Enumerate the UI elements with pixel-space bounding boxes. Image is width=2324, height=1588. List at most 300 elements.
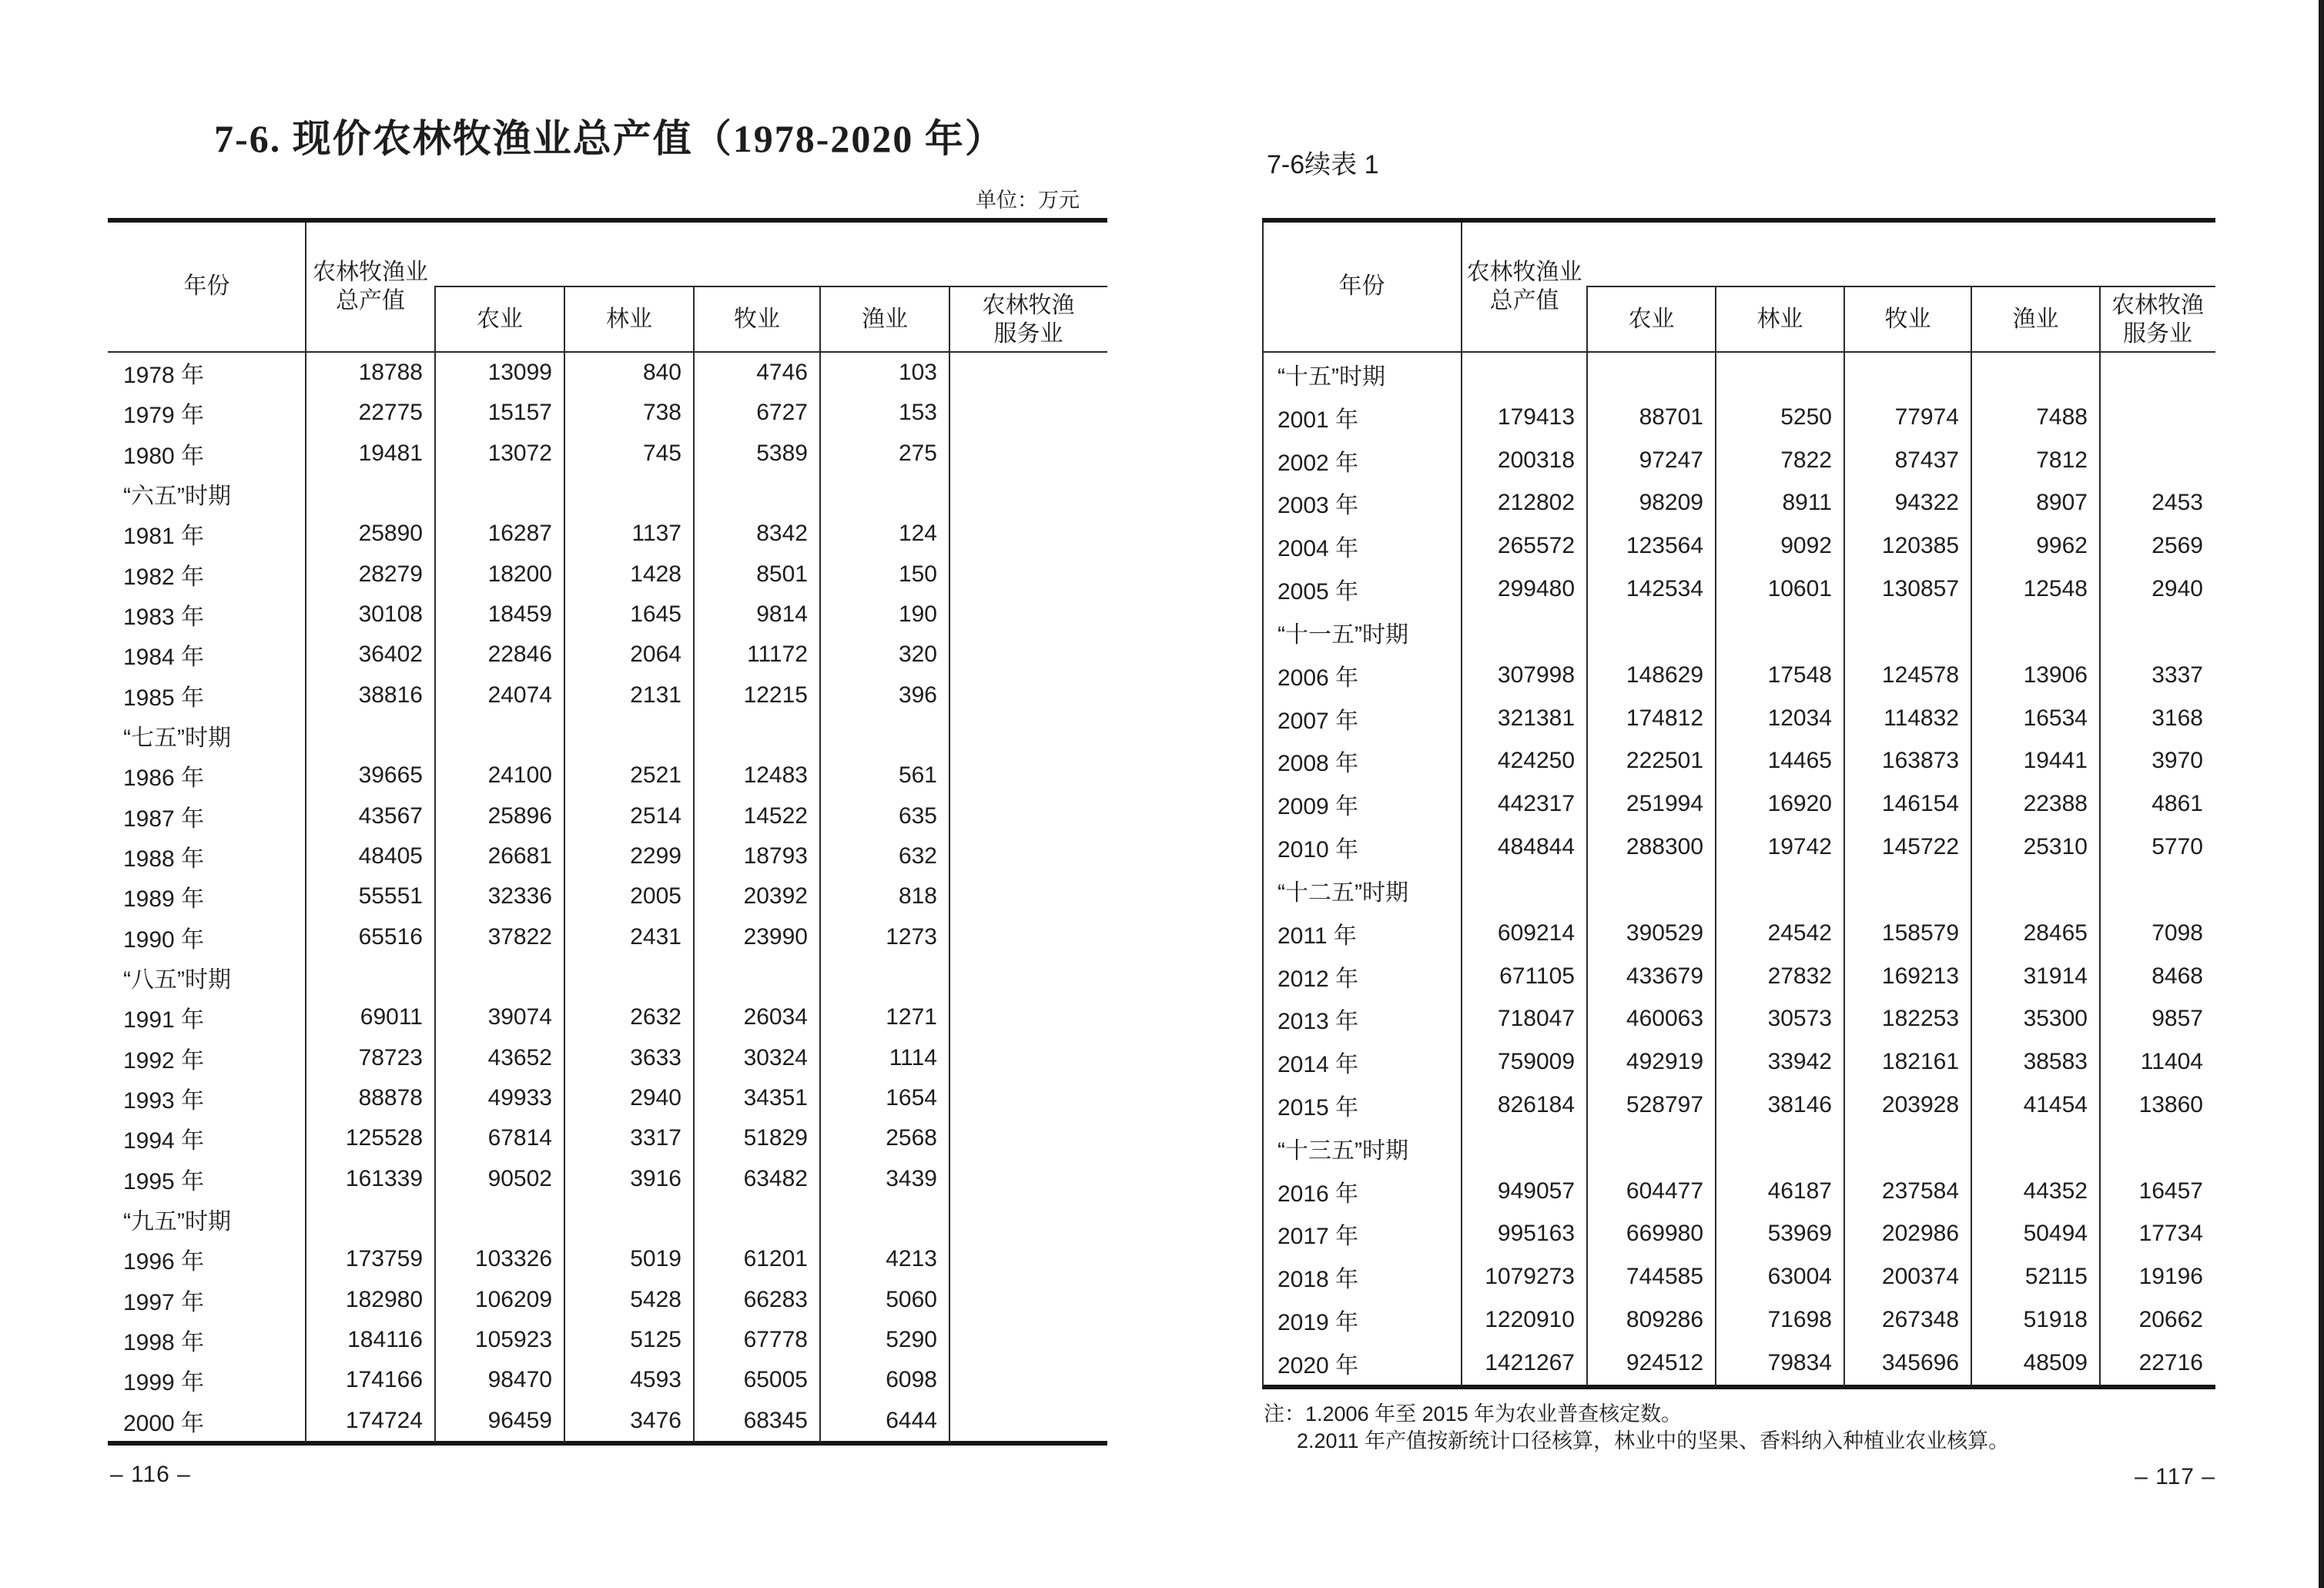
cell-value: 275 xyxy=(898,440,937,466)
cell-value: 30324 xyxy=(743,1044,808,1070)
cell-value: 3439 xyxy=(886,1165,937,1191)
cell-value: 669980 xyxy=(1626,1221,1703,1247)
table-row xyxy=(1262,1298,2215,1342)
header-agriculture-label: 农业 xyxy=(1628,307,1675,332)
header-forestry xyxy=(564,287,694,351)
cell-value: 146154 xyxy=(1881,791,1959,817)
cell-value: 169213 xyxy=(1881,963,1959,989)
cell-value xyxy=(435,474,564,514)
table-row xyxy=(108,997,1107,1037)
table-row xyxy=(108,1320,1107,1360)
cell-value xyxy=(435,957,564,997)
row-label: 1998 年 xyxy=(123,1330,205,1356)
cell-value: 22775 xyxy=(358,400,423,426)
cell-value: 90502 xyxy=(487,1165,552,1191)
cell-value xyxy=(949,474,1107,514)
cell-value: 492919 xyxy=(1626,1049,1703,1075)
cell-value: 5290 xyxy=(886,1327,937,1353)
cell-value: 18793 xyxy=(743,843,808,869)
cell-value: 460063 xyxy=(1626,1006,1703,1032)
cell-value xyxy=(949,755,1107,796)
cell-value: 67814 xyxy=(487,1125,552,1151)
cell-value xyxy=(306,957,435,997)
cell-value: 38816 xyxy=(358,682,423,708)
header-total-line1: 农林牧渔业 xyxy=(1466,259,1582,285)
cell-value: 103 xyxy=(898,360,937,386)
cell-value xyxy=(2100,353,2215,396)
cell-value: 173759 xyxy=(345,1246,423,1272)
cell-value: 671105 xyxy=(1499,963,1575,989)
row-label: “十五”时期 xyxy=(1278,363,1385,390)
cell-value xyxy=(949,393,1107,433)
row-label: 2000 年 xyxy=(123,1410,205,1436)
cell-value: 19196 xyxy=(2138,1264,2203,1290)
cell-value: 125528 xyxy=(345,1125,423,1151)
cell-value: 20392 xyxy=(743,883,808,910)
cell-value xyxy=(306,1199,435,1239)
cell-value xyxy=(949,514,1107,554)
cell-value xyxy=(949,1199,1107,1239)
header-services-line2: 服务业 xyxy=(2123,320,2192,347)
cell-value: 145722 xyxy=(1881,834,1959,860)
cell-value: 288300 xyxy=(1626,834,1703,860)
row-label: 2007 年 xyxy=(1278,708,1359,734)
cell-value: 30108 xyxy=(358,601,423,628)
table-row xyxy=(108,635,1107,675)
cell-value: 2632 xyxy=(630,1004,681,1030)
row-label: 2018 年 xyxy=(1278,1267,1359,1293)
cell-value: 98470 xyxy=(487,1367,552,1393)
cell-value: 345696 xyxy=(1881,1349,1959,1375)
cell-value: 65516 xyxy=(358,923,423,950)
cell-value xyxy=(435,715,564,755)
header-agriculture-label: 农业 xyxy=(477,307,523,332)
cell-value: 12215 xyxy=(743,682,808,708)
cell-value: 202986 xyxy=(1881,1221,1959,1247)
cell-value: 61201 xyxy=(743,1246,808,1272)
row-label: 2001 年 xyxy=(1278,407,1359,433)
cell-value: 19441 xyxy=(2023,748,2088,774)
cell-value xyxy=(820,957,949,997)
row-label: 1992 年 xyxy=(123,1047,205,1074)
cell-value: 163873 xyxy=(1881,748,1959,774)
cell-value: 41454 xyxy=(2023,1091,2088,1117)
cell-value: 26681 xyxy=(487,843,552,869)
cell-value: 826184 xyxy=(1497,1091,1575,1117)
header-total xyxy=(306,221,435,351)
row-label: “六五”时期 xyxy=(123,484,231,510)
cell-value: 2568 xyxy=(886,1125,937,1151)
cell-value: 8468 xyxy=(2152,963,2203,989)
period-row xyxy=(1262,1127,2215,1170)
table-row xyxy=(1262,524,2215,568)
cell-value: 142534 xyxy=(1626,576,1703,602)
cell-value: 2569 xyxy=(2152,533,2203,559)
cell-value: 66283 xyxy=(743,1286,808,1312)
cell-value: 88878 xyxy=(358,1085,423,1111)
cell-value: 78723 xyxy=(358,1044,423,1070)
table-row xyxy=(108,755,1107,796)
row-label: 2013 年 xyxy=(1278,1009,1359,1035)
cell-value: 809286 xyxy=(1626,1307,1703,1333)
header-services-line1: 农林牧渔 xyxy=(982,292,1075,318)
cell-value: 130857 xyxy=(1881,576,1959,602)
cell-value xyxy=(949,554,1107,595)
row-label: 1999 年 xyxy=(123,1370,205,1396)
table-row xyxy=(108,1159,1107,1199)
table-row xyxy=(1262,955,2215,998)
cell-value: 69011 xyxy=(360,1004,423,1030)
cell-value: 161339 xyxy=(345,1165,423,1191)
cell-value: 9962 xyxy=(2036,533,2088,559)
table-row xyxy=(1262,568,2215,611)
cell-value: 44352 xyxy=(2023,1178,2088,1204)
table-row xyxy=(108,554,1107,595)
cell-value: 28465 xyxy=(2023,920,2088,946)
table-row xyxy=(108,514,1107,554)
cell-value: 1079273 xyxy=(1485,1264,1575,1290)
cell-value: 5060 xyxy=(886,1286,937,1312)
row-label: “八五”时期 xyxy=(123,967,231,993)
row-label: 2010 年 xyxy=(1278,837,1359,863)
cell-value xyxy=(820,1199,949,1239)
cell-value: 2453 xyxy=(2152,490,2203,516)
cell-value: 150 xyxy=(898,561,937,587)
cell-value: 124578 xyxy=(1881,662,1959,688)
period-row xyxy=(108,474,1107,514)
cell-value: 179413 xyxy=(1497,404,1575,430)
table-row xyxy=(108,836,1107,876)
header-fishery xyxy=(820,287,949,351)
cell-value: 103326 xyxy=(474,1246,552,1272)
cell-value: 632 xyxy=(898,843,937,869)
cell-value: 5428 xyxy=(630,1286,681,1312)
cell-value xyxy=(1971,353,2100,396)
cell-value xyxy=(694,957,820,997)
page-title: 7-6. 现价农林牧渔业总产值（1978-2020 年） xyxy=(214,117,1005,160)
cell-value: 51918 xyxy=(2023,1307,2088,1333)
cell-value xyxy=(949,1078,1107,1118)
row-label: 2005 年 xyxy=(1278,579,1359,605)
cell-value xyxy=(1844,611,1971,654)
cell-value: 396 xyxy=(898,682,937,708)
cell-value: 840 xyxy=(642,360,681,386)
cell-value: 190 xyxy=(898,601,937,628)
cell-value: 182980 xyxy=(345,1286,423,1312)
cell-value: 30573 xyxy=(1767,1006,1832,1032)
row-label: 2004 年 xyxy=(1278,536,1359,562)
cell-value: 390529 xyxy=(1626,920,1703,946)
cell-value xyxy=(949,1280,1107,1320)
cell-value: 2431 xyxy=(630,923,681,950)
row-label: 2003 年 xyxy=(1278,493,1359,519)
row-label: 1978 年 xyxy=(123,363,205,389)
table-bottom-border xyxy=(108,1441,1107,1446)
cell-value: 31914 xyxy=(2023,963,2088,989)
table-row xyxy=(1262,997,2215,1040)
cell-value: 738 xyxy=(642,400,681,426)
cell-value xyxy=(2100,1127,2215,1170)
cell-value: 50494 xyxy=(2023,1221,2088,1247)
cell-value: 16287 xyxy=(487,521,552,547)
cell-value: 37822 xyxy=(487,923,552,950)
cell-value: 65005 xyxy=(743,1367,808,1393)
table-body xyxy=(108,353,1107,1441)
table-row xyxy=(1262,782,2215,826)
table-row xyxy=(1262,697,2215,740)
cell-value: 97247 xyxy=(1639,447,1703,473)
cell-value: 424250 xyxy=(1497,748,1575,774)
footnote-1: 注：1.2006 年至 2015 年为农业普查核定数。 xyxy=(1264,1402,1683,1426)
cell-value: 14522 xyxy=(743,802,808,829)
cell-value: 9814 xyxy=(756,601,808,628)
table-row xyxy=(108,1038,1107,1078)
table-main xyxy=(108,218,1107,1446)
cell-value xyxy=(2100,611,2215,654)
table-row xyxy=(108,1280,1107,1320)
row-label: 1984 年 xyxy=(123,645,205,671)
cell-value xyxy=(949,635,1107,675)
cell-value: 68345 xyxy=(743,1407,808,1433)
table-bottom-border xyxy=(1262,1385,2215,1389)
cell-value: 2521 xyxy=(630,762,681,789)
cell-value: 12483 xyxy=(743,762,808,789)
cell-value: 106209 xyxy=(474,1286,552,1312)
page-number-left: – 116 – xyxy=(110,1462,191,1487)
cell-value: 46187 xyxy=(1767,1178,1832,1204)
table-row xyxy=(1262,654,2215,697)
cell-value xyxy=(949,957,1107,997)
row-label: 2011 年 xyxy=(1278,923,1357,949)
cell-value: 7812 xyxy=(2036,447,2088,473)
header-husbandry xyxy=(1844,287,1971,351)
cell-value xyxy=(820,715,949,755)
cell-value xyxy=(694,1199,820,1239)
cell-value: 2299 xyxy=(630,843,681,869)
cell-value: 13860 xyxy=(2138,1091,2203,1117)
cell-value: 51829 xyxy=(743,1125,808,1151)
header-services xyxy=(949,287,1107,351)
header-total-line2: 总产值 xyxy=(1489,287,1559,313)
row-label: “十一五”时期 xyxy=(1278,621,1408,648)
cell-value: 22846 xyxy=(487,642,552,668)
cell-value: 55551 xyxy=(358,883,423,910)
cell-value: 16457 xyxy=(2138,1178,2203,1204)
cell-value: 5250 xyxy=(1780,404,1832,430)
header-forestry-label: 林业 xyxy=(606,307,652,332)
table-row xyxy=(108,1360,1107,1400)
header-total-line2: 总产值 xyxy=(336,287,405,313)
cell-value: 14465 xyxy=(1767,748,1832,774)
table-row xyxy=(108,1239,1107,1279)
cell-value: 4213 xyxy=(886,1246,937,1272)
cell-value xyxy=(564,715,694,755)
cell-value: 200318 xyxy=(1497,447,1575,473)
table-row xyxy=(108,876,1107,916)
cell-value: 212802 xyxy=(1497,490,1575,516)
cell-value: 1273 xyxy=(886,923,937,950)
cell-value: 9092 xyxy=(1780,533,1832,559)
cell-value: 433679 xyxy=(1626,963,1703,989)
cell-value: 4593 xyxy=(630,1367,681,1393)
cell-value: 12034 xyxy=(1767,705,1832,731)
row-label: “七五”时期 xyxy=(123,725,231,752)
cell-value: 1114 xyxy=(889,1044,937,1070)
row-label: 1986 年 xyxy=(123,766,205,792)
row-label: 2020 年 xyxy=(1278,1352,1359,1379)
cell-value: 153 xyxy=(898,400,937,426)
cell-value: 528797 xyxy=(1626,1091,1703,1117)
cell-value: 48509 xyxy=(2023,1349,2088,1375)
row-label: 1995 年 xyxy=(123,1168,205,1194)
cell-value: 98209 xyxy=(1639,490,1703,516)
period-row xyxy=(1262,869,2215,912)
cell-value xyxy=(1587,353,1716,396)
cell-value: 2064 xyxy=(630,642,681,668)
cell-value: 87437 xyxy=(1894,447,1959,473)
cell-value: 124 xyxy=(898,521,937,547)
table-row xyxy=(108,1118,1107,1158)
cell-value xyxy=(694,715,820,755)
cell-value: 222501 xyxy=(1626,748,1703,774)
cell-value: 5389 xyxy=(756,440,808,466)
cell-value: 43567 xyxy=(358,802,423,829)
cell-value: 182253 xyxy=(1881,1006,1959,1032)
cell-value xyxy=(949,675,1107,715)
row-label: 1988 年 xyxy=(123,846,205,873)
row-label: 1985 年 xyxy=(123,685,205,711)
cell-value: 24100 xyxy=(487,762,552,789)
cell-value: 759009 xyxy=(1497,1049,1575,1075)
cell-value: 182161 xyxy=(1881,1049,1959,1075)
cell-value: 237584 xyxy=(1881,1178,1959,1204)
row-label: “十三五”时期 xyxy=(1278,1137,1408,1164)
cell-value xyxy=(1971,1127,2100,1170)
cell-value: 8501 xyxy=(756,561,808,587)
cell-value: 13906 xyxy=(2023,662,2088,688)
cell-value: 6727 xyxy=(756,400,808,426)
cell-value: 174724 xyxy=(345,1407,423,1433)
row-label: 1987 年 xyxy=(123,806,205,832)
cell-value: 49933 xyxy=(487,1085,552,1111)
cell-value: 28279 xyxy=(358,561,423,587)
header-husbandry xyxy=(694,287,820,351)
cell-value xyxy=(1716,1127,1844,1170)
cell-value: 1271 xyxy=(886,1004,937,1030)
cell-value: 88701 xyxy=(1639,404,1703,430)
cell-value xyxy=(564,957,694,997)
cell-value: 13099 xyxy=(487,360,552,386)
cell-value: 11404 xyxy=(2140,1049,2203,1075)
cell-value xyxy=(949,876,1107,916)
cell-value: 1654 xyxy=(886,1085,937,1111)
cell-value: 267348 xyxy=(1881,1307,1959,1333)
cell-value: 18788 xyxy=(358,360,423,386)
period-row xyxy=(108,957,1107,997)
cell-value: 148629 xyxy=(1626,662,1703,688)
cell-value: 77974 xyxy=(1894,404,1959,430)
row-label: 1997 年 xyxy=(123,1289,205,1315)
cell-value xyxy=(949,1159,1107,1199)
cell-value: 22388 xyxy=(2023,791,2088,817)
cell-value xyxy=(949,1320,1107,1360)
cell-value: 71698 xyxy=(1767,1307,1832,1333)
cell-value: 6444 xyxy=(886,1407,937,1433)
cell-value: 25896 xyxy=(487,802,552,829)
cell-value xyxy=(2100,869,2215,912)
scan-edge xyxy=(2319,0,2324,1588)
cell-value: 200374 xyxy=(1881,1264,1959,1290)
table-row xyxy=(1262,1040,2215,1084)
cell-value: 22716 xyxy=(2138,1349,2203,1375)
cell-value: 9857 xyxy=(2152,1006,2203,1032)
cell-value: 36402 xyxy=(358,642,423,668)
cell-value: 5019 xyxy=(630,1246,681,1272)
cell-value: 818 xyxy=(898,883,937,910)
row-label: 1994 年 xyxy=(123,1128,205,1154)
cell-value: 1428 xyxy=(630,561,681,587)
table-row xyxy=(1262,739,2215,782)
cell-value xyxy=(1587,869,1716,912)
cell-value: 2940 xyxy=(2152,576,2203,602)
cell-value: 561 xyxy=(898,762,937,789)
cell-value: 79834 xyxy=(1767,1349,1832,1375)
cell-value: 39074 xyxy=(487,1004,552,1030)
cell-value: 34351 xyxy=(743,1085,808,1111)
cell-value xyxy=(949,997,1107,1037)
cell-value xyxy=(949,353,1107,393)
continuation-title: 7-6续表 1 xyxy=(1267,150,1379,179)
cell-value: 27832 xyxy=(1767,963,1832,989)
cell-value: 8342 xyxy=(756,521,808,547)
row-label: 2015 年 xyxy=(1278,1094,1359,1121)
cell-value: 174812 xyxy=(1626,705,1703,731)
header-fishery-label: 渔业 xyxy=(2012,307,2059,332)
cell-value: 158579 xyxy=(1881,920,1959,946)
table-continuation xyxy=(1262,218,2215,1389)
cell-value: 1220910 xyxy=(1485,1307,1575,1333)
row-label: 1982 年 xyxy=(123,564,205,590)
table-body xyxy=(1262,353,2215,1385)
header-agriculture xyxy=(1587,287,1716,351)
cell-value: 7488 xyxy=(2036,404,2088,430)
cell-value xyxy=(1844,353,1971,396)
cell-value: 924512 xyxy=(1626,1349,1703,1375)
cell-value: 43652 xyxy=(487,1044,552,1070)
cell-value xyxy=(949,1401,1107,1441)
cell-value xyxy=(2100,439,2215,482)
header-fishery xyxy=(1971,287,2100,351)
cell-value: 18200 xyxy=(487,561,552,587)
cell-value: 23990 xyxy=(743,923,808,950)
header-year-label: 年份 xyxy=(1338,273,1385,299)
cell-value: 52115 xyxy=(2024,1264,2088,1290)
cell-value xyxy=(1716,611,1844,654)
cell-value: 1645 xyxy=(630,601,681,628)
cell-value: 63004 xyxy=(1767,1264,1832,1290)
cell-value: 6098 xyxy=(886,1367,937,1393)
cell-value: 307998 xyxy=(1497,662,1575,688)
cell-value: 17548 xyxy=(1767,662,1832,688)
table-row xyxy=(1262,1342,2215,1385)
header-total-line1: 农林牧渔业 xyxy=(313,259,428,285)
cell-value xyxy=(949,1038,1107,1078)
table-row xyxy=(108,675,1107,715)
cell-value: 442317 xyxy=(1497,791,1575,817)
cell-value xyxy=(2100,396,2215,439)
cell-value: 8911 xyxy=(1782,490,1832,516)
cell-value: 120385 xyxy=(1881,533,1959,559)
